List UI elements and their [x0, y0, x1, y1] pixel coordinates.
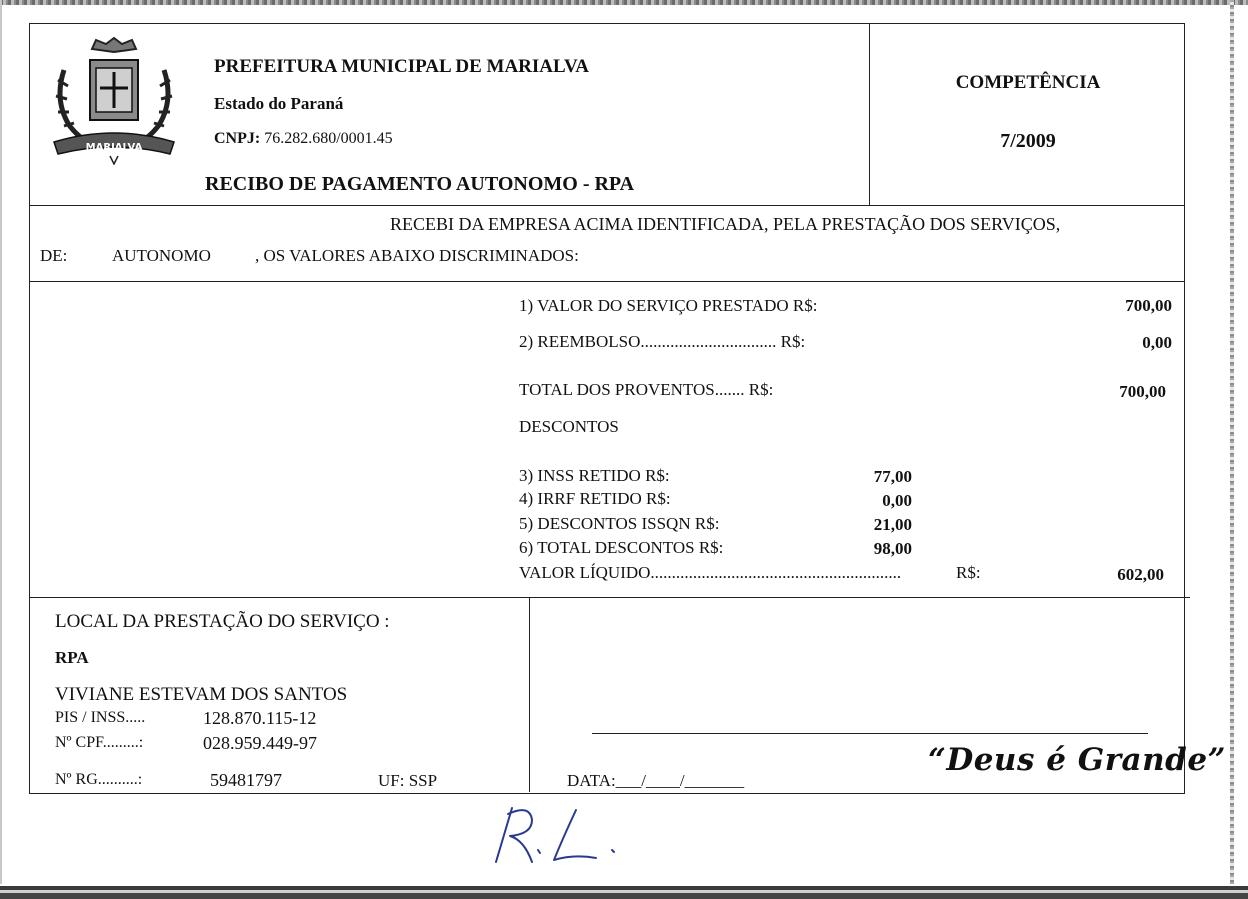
issqn-label: 5) DESCONTOS ISSQN R$:	[519, 514, 720, 533]
statement-line-1: RECEBI DA EMPRESA ACIMA IDENTIFICADA, PELA PRESTAÇÃO DOS SERVIÇOS,	[390, 214, 1061, 234]
cpf-label: Nº CPF.........:	[55, 734, 144, 751]
rg-label: Nº RG..........:	[55, 771, 143, 788]
person-name: VIVIANE ESTEVAM DOS SANTOS	[55, 684, 348, 705]
state-name: Estado do Paraná	[214, 94, 344, 113]
competencia-value: 7/2009	[1000, 130, 1056, 152]
municipal-coat-of-arms-icon	[44, 30, 184, 165]
pis-value: 128.870.115-12	[203, 708, 317, 728]
descontos-heading: DESCONTOS	[519, 417, 619, 436]
total-descontos-value: 98,00	[873, 539, 912, 558]
emblem-ribbon-text: MARIALVA	[85, 142, 143, 153]
statement-de-label: DE:	[40, 246, 68, 265]
statement-bottom-rule	[30, 281, 1184, 282]
total-proventos-value: 700,00	[1119, 382, 1166, 401]
total-descontos-label: 6) TOTAL DESCONTOS R$:	[519, 538, 724, 557]
liquido-value: 602,00	[1117, 565, 1164, 584]
reembolso-label: 2) REEMBOLSO................................ R$:	[519, 332, 806, 351]
cnpj-value: 76.282.680/0001.45	[264, 130, 393, 147]
handwritten-signature	[478, 800, 628, 870]
reembolso-value: 0,00	[1142, 333, 1172, 352]
footer-divider	[529, 598, 530, 792]
liquido-currency: R$:	[956, 563, 981, 582]
irrf-label: 4) IRRF RETIDO R$:	[519, 489, 671, 508]
document-title: RECIBO DE PAGAMENTO AUTONOMO - RPA	[205, 173, 635, 195]
date-field: DATA:___/____/_______	[567, 771, 745, 790]
scan-edge-top	[0, 0, 1248, 5]
servico-label: 1) VALOR DO SERVIÇO PRESTADO R$:	[519, 296, 818, 315]
total-proventos-label: TOTAL DOS PROVENTOS....... R$:	[519, 380, 774, 399]
inss-label: 3) INSS RETIDO R$:	[519, 466, 670, 485]
competencia-label: COMPETÊNCIA	[955, 72, 1101, 93]
cnpj-label: CNPJ:	[214, 130, 261, 147]
organization-name: PREFEITURA MUNICIPAL DE MARIALVA	[214, 56, 589, 77]
liquido-label: VALOR LÍQUIDO...........................................................	[519, 563, 902, 582]
statement-line-2: , OS VALORES ABAIXO DISCRIMINADOS:	[255, 246, 579, 265]
uf-label: UF:	[378, 771, 405, 790]
inss-value: 77,00	[873, 467, 912, 486]
scan-edge-right	[1230, 0, 1234, 899]
header-divider	[869, 24, 870, 206]
servico-value: 700,00	[1125, 296, 1172, 315]
uf-value: SSP	[408, 771, 438, 790]
local-label: LOCAL DA PRESTAÇÃO DO SERVIÇO :	[55, 611, 390, 632]
statement-service-type: AUTONOMO	[112, 246, 211, 265]
header-bottom-rule	[30, 205, 1184, 206]
signature-line	[592, 733, 1148, 734]
scan-edge-bottom	[0, 884, 1248, 899]
issqn-value: 21,00	[873, 515, 912, 534]
scan-edge-left	[0, 0, 2, 899]
local-value: RPA	[55, 648, 89, 667]
cpf-value: 028.959.449-97	[203, 733, 317, 753]
irrf-value: 0,00	[882, 491, 912, 510]
motto-text: “Deus é Grande”	[928, 742, 1226, 778]
pis-label: PIS / INSS.....	[55, 709, 146, 726]
values-bottom-rule	[30, 597, 1190, 598]
rg-value: 59481797	[210, 770, 282, 790]
